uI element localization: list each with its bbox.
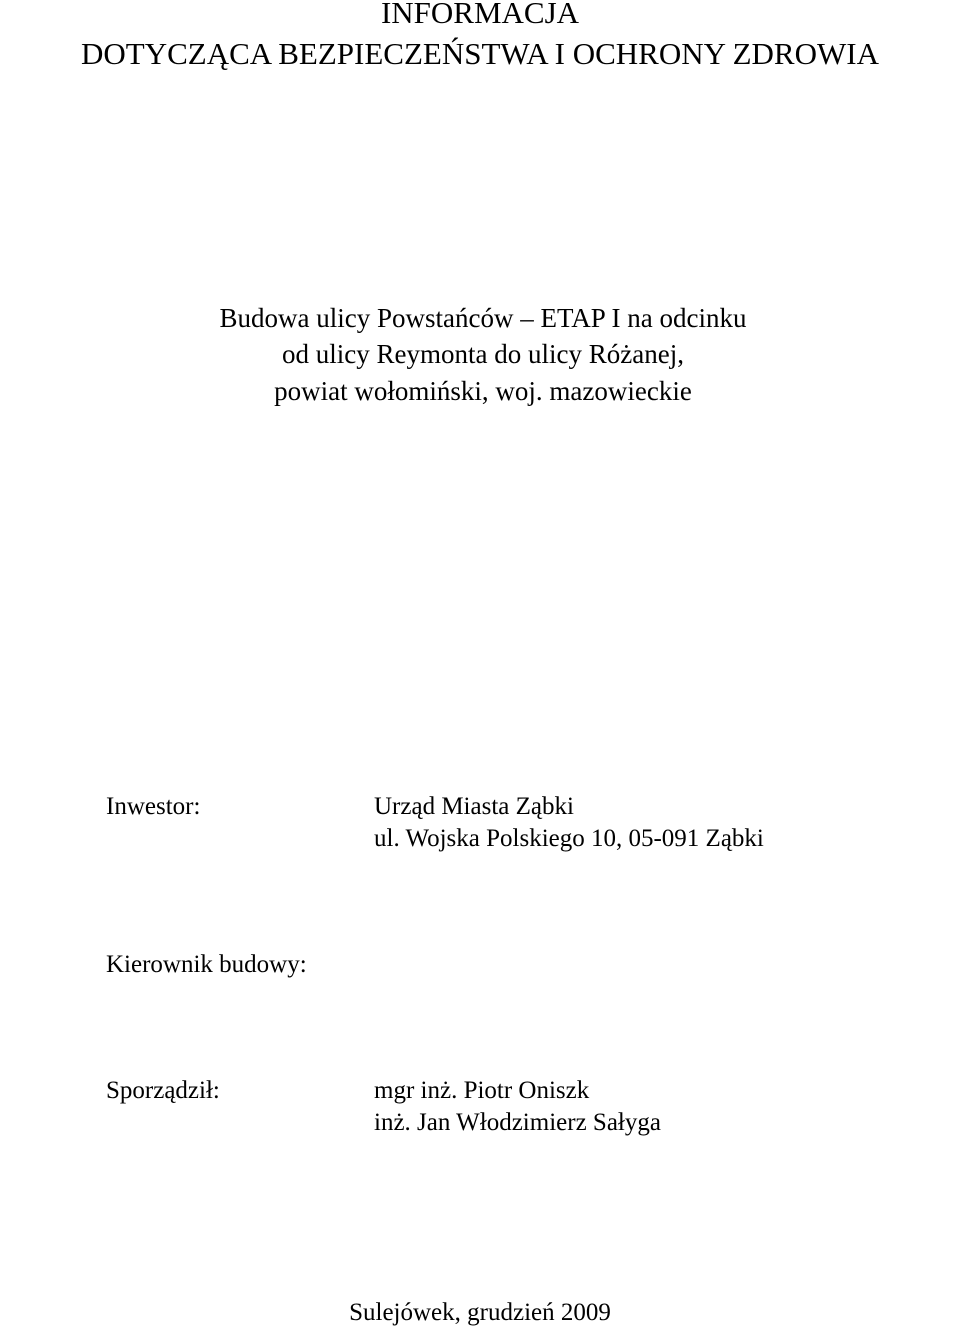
investor-label: Inwestor: xyxy=(106,793,201,820)
investor-name: Urząd Miasta Ząbki xyxy=(374,793,574,820)
subject-line-3: powiat wołomiński, woj. mazowieckie xyxy=(274,376,692,406)
document-title-line-2: DOTYCZĄCA BEZPIECZEŃSTWA I OCHRONY ZDROWIA xyxy=(81,36,879,71)
subject-line-1: Budowa ulicy Powstańców – ETAP I na odcinku xyxy=(219,303,747,333)
prepared-by-person-1: mgr inż. Piotr Oniszk xyxy=(374,1077,590,1104)
prepared-by-person-2: inż. Jan Włodzimierz Sałyga xyxy=(374,1109,661,1136)
prepared-by-label: Sporządził: xyxy=(106,1077,220,1104)
document-title-line-1: INFORMACJA xyxy=(380,0,580,30)
investor-address: ul. Wojska Polskiego 10, 05-091 Ząbki xyxy=(374,825,764,852)
site-manager-label: Kierownik budowy: xyxy=(106,951,307,978)
place-and-date: Sulejówek, grudzień 2009 xyxy=(349,1299,611,1326)
subject-line-2: od ulicy Reymonta do ulicy Różanej, xyxy=(282,339,684,369)
